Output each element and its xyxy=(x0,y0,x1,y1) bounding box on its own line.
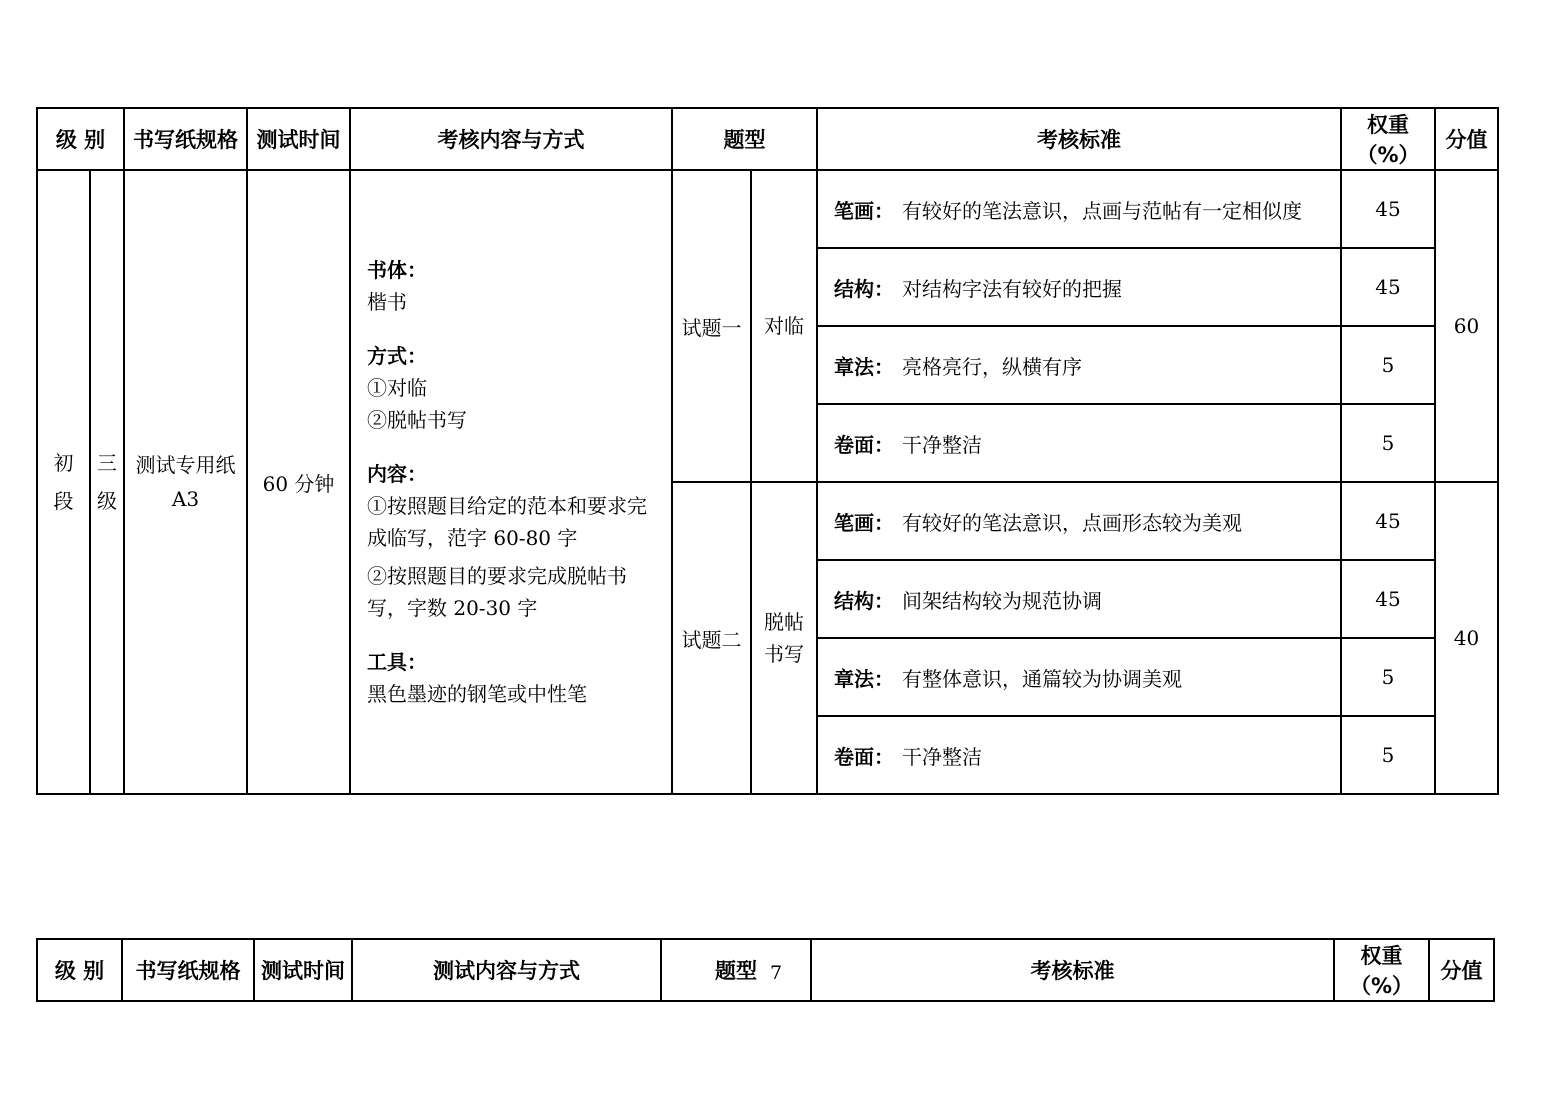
weight-cell: 5 xyxy=(1341,638,1435,716)
level-grade-cell xyxy=(90,170,124,794)
header-time: 测试时间 xyxy=(254,939,352,1001)
method-item: ②脱帖书写 xyxy=(367,408,467,432)
criterion-label: 结构： xyxy=(834,588,894,613)
criterion-cell xyxy=(817,560,1341,638)
table-row xyxy=(37,170,1498,248)
header-criteria: 考核标准 xyxy=(811,939,1334,1001)
criterion-cell xyxy=(817,482,1341,560)
criterion-label: 笔画： xyxy=(834,510,894,535)
question2-cell: 试题二 xyxy=(672,482,751,794)
header-row xyxy=(37,108,1498,170)
criterion-text: 有较好的笔法意识，点画形态较为美观 xyxy=(902,510,1242,535)
content-label: 内容： xyxy=(367,462,427,486)
weight-cell: 5 xyxy=(1341,716,1435,794)
question1-type-text: 对临 xyxy=(764,314,804,338)
criterion-cell xyxy=(817,638,1341,716)
criterion-text: 有整体意识，通篇较为协调美观 xyxy=(902,666,1182,691)
content-item: ①按照题目给定的范本和要求完成临写，范字 60-80 字 xyxy=(367,494,647,550)
assessment-table xyxy=(36,107,1499,795)
level-grade-text: 三级 xyxy=(97,451,117,513)
criterion-label: 笔画： xyxy=(834,198,894,223)
header-criteria: 考核标准 xyxy=(817,108,1341,170)
level-stage-text: 初段 xyxy=(53,451,74,513)
content-method-cell xyxy=(350,170,672,794)
level-stage-cell xyxy=(37,170,90,794)
header-weight: 权重（%） xyxy=(1341,108,1435,170)
method-label: 方式： xyxy=(367,344,427,368)
next-table-header xyxy=(36,938,1495,1002)
paper-spec-cell: 测试专用纸 A3 xyxy=(124,170,247,794)
header-content: 测试内容与方式 xyxy=(352,939,661,1001)
weight-cell: 5 xyxy=(1341,326,1435,404)
question1-cell: 试题一 xyxy=(672,170,751,482)
tool-value: 黑色墨迹的钢笔或中性笔 xyxy=(367,682,587,706)
criterion-text: 干净整洁 xyxy=(902,744,982,769)
header-content: 考核内容与方式 xyxy=(350,108,672,170)
score2-cell: 40 xyxy=(1435,482,1498,794)
criterion-label: 章法： xyxy=(834,666,894,691)
method-item: ①对临 xyxy=(367,376,427,400)
weight-cell: 5 xyxy=(1341,404,1435,482)
weight-cell: 45 xyxy=(1341,482,1435,560)
criterion-cell xyxy=(817,170,1341,248)
header-score: 分值 xyxy=(1435,108,1498,170)
font-label: 书体： xyxy=(367,258,427,282)
header-row xyxy=(37,939,1494,1001)
question1-type-cell xyxy=(751,170,817,482)
criterion-cell xyxy=(817,404,1341,482)
weight-cell: 45 xyxy=(1341,248,1435,326)
content-item: ②按照题目的要求完成脱帖书写，字数 20-30 字 xyxy=(367,564,627,620)
criterion-cell xyxy=(817,716,1341,794)
score1-cell: 60 xyxy=(1435,170,1498,482)
criterion-cell xyxy=(817,326,1341,404)
header-time: 测试时间 xyxy=(247,108,350,170)
criterion-cell xyxy=(817,248,1341,326)
header-paper: 书写纸规格 xyxy=(122,939,254,1001)
header-paper: 书写纸规格 xyxy=(124,108,247,170)
weight-cell: 45 xyxy=(1341,560,1435,638)
header-weight: 权重（%） xyxy=(1334,939,1429,1001)
criterion-text: 间架结构较为规范协调 xyxy=(902,588,1102,613)
header-level: 级 别 xyxy=(37,108,124,170)
test-time-cell: 60 分钟 xyxy=(247,170,350,794)
criterion-label: 结构： xyxy=(834,276,894,301)
question2-type-text: 脱帖书写 xyxy=(764,610,804,666)
criterion-label: 章法： xyxy=(834,354,894,379)
criterion-label: 卷面： xyxy=(834,432,894,457)
question2-type-cell xyxy=(751,482,817,794)
header-level: 级 别 xyxy=(37,939,122,1001)
tool-label: 工具： xyxy=(367,650,427,674)
criterion-text: 亮格亮行，纵横有序 xyxy=(902,354,1082,379)
header-score: 分值 xyxy=(1429,939,1494,1001)
page-number: 7 xyxy=(770,962,783,984)
criterion-text: 干净整洁 xyxy=(902,432,982,457)
weight-cell: 45 xyxy=(1341,170,1435,248)
font-value: 楷书 xyxy=(367,290,407,314)
criterion-label: 卷面： xyxy=(834,744,894,769)
criterion-text: 有较好的笔法意识，点画与范帖有一定相似度 xyxy=(902,198,1302,223)
header-question-type: 题型 xyxy=(672,108,817,170)
header-question-type: 题型 xyxy=(661,939,811,1001)
criterion-text: 对结构字法有较好的把握 xyxy=(902,276,1122,301)
